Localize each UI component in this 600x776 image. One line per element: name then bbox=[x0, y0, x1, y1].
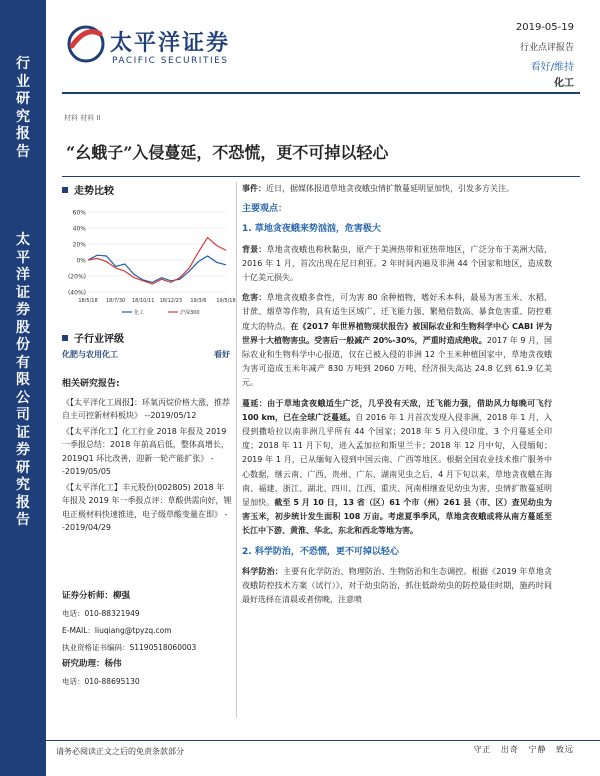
logo-text-en: PACIFIC SECURITIES bbox=[112, 56, 229, 66]
sub-industry-rating bbox=[62, 330, 230, 360]
header-divider bbox=[62, 92, 580, 94]
assistant-name: 研究助理：杨伟 bbox=[62, 659, 122, 669]
sidebar bbox=[0, 0, 46, 776]
sub-industry-rating-value: 看好 bbox=[214, 350, 230, 359]
x-tick-label: 18/7/30 bbox=[105, 298, 126, 304]
motto-word: 宁静 bbox=[528, 745, 547, 754]
logo-text-cn: 太平洋证券 bbox=[110, 31, 231, 56]
sidebar-label-company: 太 平 洋 证 券 股 份 有 限 公 司 证 券 研 究 报 告 bbox=[16, 232, 30, 528]
sector-label: 化工 bbox=[554, 78, 574, 89]
harm-paragraph bbox=[242, 291, 552, 390]
related-item[interactable]: 《【太平洋化工周报】：环氧丙烷价格大涨，推荐自主可控新材料板块》 --2019/05/12 bbox=[62, 397, 230, 420]
background-text: 草地贪夜蛾也称秋黏虫，原产于美洲热带和亚热带地区，广泛分布于美洲大陆，2016 年 1 月，首次出现在尼日利亚。2 年时间内遍及非洲 44 个国家和地区，造成数十亿美元损失。 bbox=[242, 244, 553, 283]
sub-rating-row bbox=[62, 349, 230, 360]
assistant-phone: 电话：010-88695130 bbox=[62, 677, 140, 686]
square-bullet-icon bbox=[62, 335, 68, 341]
x-tick-label: 18/5/18 bbox=[78, 298, 98, 304]
prevention-label: 科学防治： bbox=[242, 566, 284, 576]
x-tick-label: 19/3/6 bbox=[190, 298, 207, 304]
trend-heading-label: 走势比较 bbox=[74, 186, 114, 197]
motto-word: 出奇 bbox=[500, 745, 519, 754]
section-2-heading: 2. 科学防治，不恐慌，更不可掉以轻心 bbox=[242, 546, 399, 557]
y-tick-label: 0% bbox=[76, 257, 86, 265]
spread-bold: 由于草地贪夜蛾适生广泛，几乎没有天敌，迁飞能力强，借助风力每晚可飞行 100 km，已在全球广泛蔓延。 bbox=[242, 398, 553, 422]
analyst-email[interactable]: E-MAIL：liuqiang@tpyzq.com bbox=[62, 626, 172, 635]
spread-paragraph bbox=[242, 397, 552, 539]
sub-rating-heading bbox=[62, 330, 230, 345]
analyst-cert: 执业资格证书编码：S1190518060003 bbox=[62, 643, 197, 652]
square-bullet-icon bbox=[62, 187, 68, 193]
harm-label: 危害： bbox=[242, 293, 267, 303]
title-divider bbox=[62, 176, 580, 177]
analyst-name: 证券分析师：柳强 bbox=[62, 591, 131, 601]
event-label: 事件： bbox=[242, 184, 266, 193]
spread-bold-2: 截至 5 月 10 日，13 省（区）61 个市（州）261 县（市、区）查见幼虫为害玉米，初步统计发生面积 108 万亩。考虑夏季季风，草地贪夜蛾或将从南方蔓延至长江中下游、黄淮、华北、东北和西北等地为害。 bbox=[242, 498, 552, 536]
report-date: 2019-05-19 bbox=[515, 22, 574, 33]
x-tick-label: 18/10/11 bbox=[131, 298, 155, 304]
footer-motto bbox=[467, 744, 574, 755]
sub-industry-name: 化肥与农用化工 bbox=[62, 350, 118, 359]
y-tick-label: 40% bbox=[72, 225, 86, 233]
sidebar-label-top: 行 业 研 究 报 告 bbox=[16, 56, 30, 160]
company-logo bbox=[66, 20, 266, 70]
y-tick-label: 60% bbox=[72, 209, 86, 217]
motto-word: 致远 bbox=[556, 745, 574, 754]
report-body bbox=[242, 182, 552, 613]
series-line bbox=[88, 238, 226, 284]
harm-text-2: 2017 年 9 月，国际农业和生物科学中心报道，仅在已被入侵的非洲 12 个玉米种植国家中，草地贪夜蛾为害可造成玉米年减产 830 万吨到 2060 万吨，经济损失高达 24.8 亿到 61.9 亿美元。 bbox=[242, 335, 552, 388]
spread-label: 蔓延： bbox=[242, 398, 268, 408]
related-item[interactable]: 《【太平洋化工】丰元股份(002805) 2018 年年报及 2019 年一季报点评：草酸供需向好，锂电正极材料快速推进，电子级草酸变量在即》 --2019/04/29 bbox=[62, 482, 232, 532]
report-type: 行业点评报告 bbox=[519, 43, 574, 53]
event-text: 近日，据媒体报道草地贪夜蛾虫情扩散蔓延明显加快，引发多方关注。 bbox=[266, 184, 514, 193]
legend-label: 化工 bbox=[134, 310, 145, 316]
spread-text: 自 2016 年 1 月首次发现入侵非洲，2018 年 1 月，入侵到撒哈拉以南非洲几乎所有 44 个国家；2018 年 5 月入侵印度，3 个月蔓延全印度；2018 年 11 月下旬，进入孟加拉和斯里兰卡；2018 年 12 月中旬，入侵缅甸；2019 年 1 月，已从缅甸入侵到中国云南、广西等地区。根据全国农业技术推广服务中心数据，继云南、广西、贵州、广东、湖南见虫之后，4 月下旬以来，草地贪夜蛾在海南、福建、浙江、湖北、四川、江西、重庆、河南相继查见幼虫为害，虫情扩散蔓延明显加快。 bbox=[242, 412, 553, 508]
y-tick-label: 20% bbox=[72, 241, 86, 249]
event-paragraph bbox=[242, 182, 552, 196]
x-tick-label: 18/12/23 bbox=[159, 298, 183, 304]
prevention-paragraph bbox=[242, 565, 552, 608]
report-title: “幺蛾子”入侵蔓延，不恐慌，更不可掉以轻心 bbox=[66, 143, 389, 162]
prevention-text: 主要有化学防治、物理防治、生物防治和生态调控。根据《2019 年草地贪夜蛾防控技术方案（试行）》，对于幼虫防治，抓住低龄幼虫的防控最佳时期，施药时间最好选择在清晨或者傍晚，注意喷 bbox=[242, 566, 552, 605]
breadcrumb: 材料 材料 II bbox=[64, 114, 101, 122]
column-divider bbox=[236, 182, 237, 718]
related-heading: 相关研究报告: bbox=[62, 379, 120, 389]
related-reports bbox=[62, 378, 232, 537]
harm-bold: 在《2017 年世界植物现状报告》被国际农业和生物科学中心 CABI 评为世界十大植物害虫。受害后一般减产 20%-30%，严重时造成绝收。 bbox=[242, 321, 553, 345]
footer-divider bbox=[46, 740, 600, 741]
footer-disclaimer: 请务必阅读正文之后的免责条款部分 bbox=[56, 747, 184, 756]
industry-rating: 看好/维持 bbox=[530, 62, 574, 73]
sub-rating-heading-label: 子行业评级 bbox=[74, 334, 124, 345]
x-tick-label: 19/5/18 bbox=[216, 298, 236, 304]
logo-emblem-icon bbox=[66, 20, 106, 64]
harm-text: 草地贪夜蛾多食性，可为害 80 余种植物，嗜好禾本科，最易为害玉米、水稻、甘蔗、烟草等作物，具有适生区域广、迁飞能力强、繁殖倍数高、暴食危害重、防控难度大的特点。 bbox=[242, 293, 552, 331]
analyst-contact bbox=[62, 588, 232, 690]
legend-label: 沪深300 bbox=[180, 310, 200, 316]
main-points-heading: 主要观点： bbox=[242, 204, 288, 215]
background-label: 背景： bbox=[242, 244, 267, 254]
y-tick-label: (20%) bbox=[67, 273, 86, 281]
trend-chart-svg bbox=[62, 206, 236, 318]
trend-chart bbox=[62, 206, 236, 318]
background-paragraph bbox=[242, 243, 552, 286]
related-item[interactable]: 《【太平洋化工】化工行业 2018 年报及 2019 一季报总结：2018 年前高后低，整体高增长，2019Q1 环比改善，迎新一轮产能扩张》 --2019/05/05 bbox=[62, 426, 229, 476]
motto-word: 守正 bbox=[473, 745, 492, 754]
analyst-phone: 电话：010-88321949 bbox=[62, 609, 140, 618]
y-tick-label: (40%) bbox=[67, 289, 86, 297]
section-1-heading: 1. 草地贪夜蛾来势汹汹，危害极大 bbox=[242, 224, 381, 235]
trend-heading bbox=[62, 182, 230, 197]
series-line bbox=[88, 255, 226, 282]
